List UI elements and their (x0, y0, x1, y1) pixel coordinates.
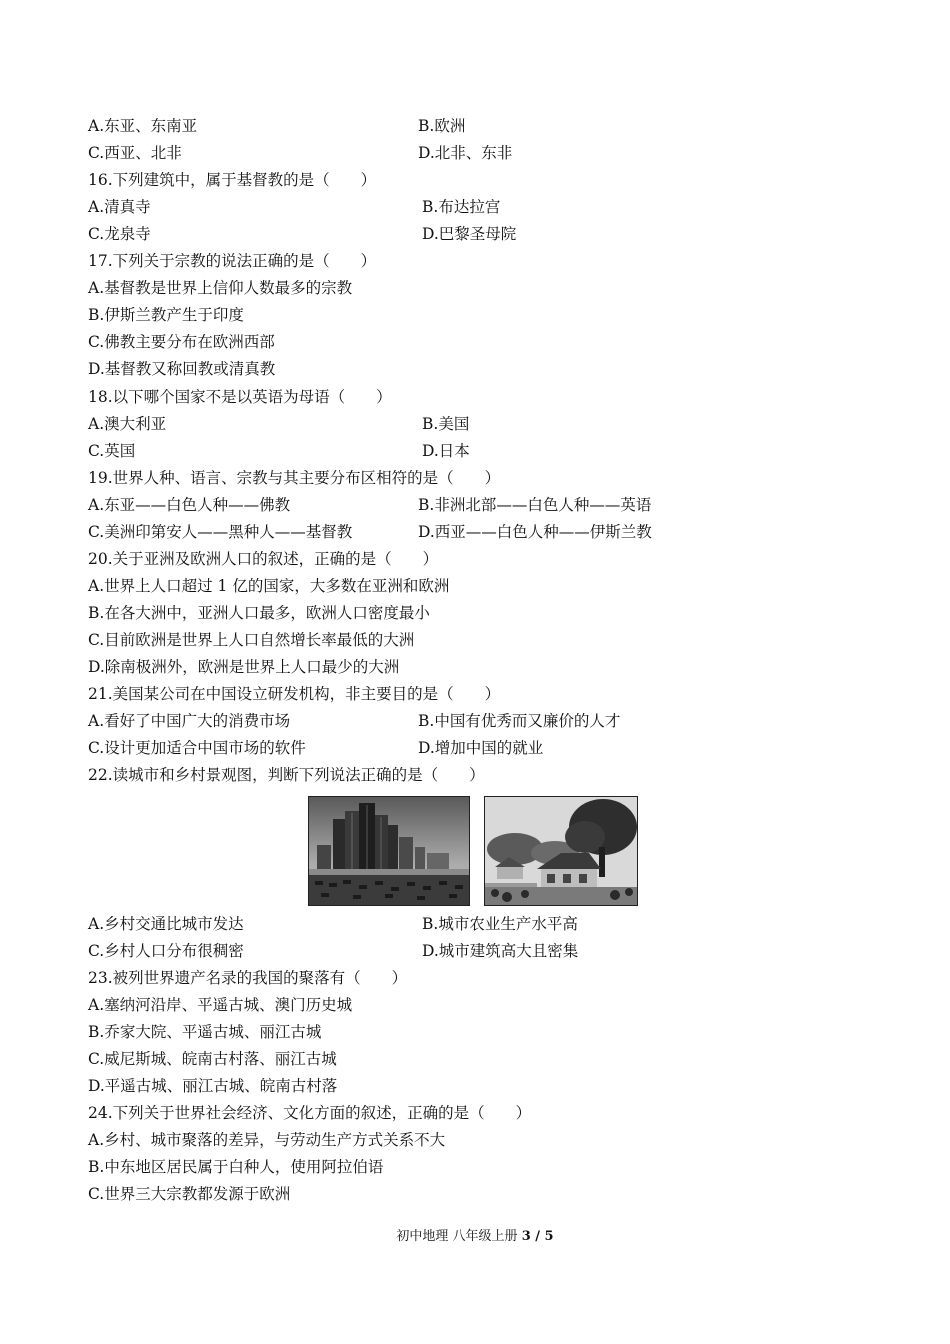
q17-option-a: A.基督教是世界上信仰人数最多的宗教 (88, 279, 353, 297)
q16-option-b: B.布达拉宫 (422, 198, 501, 216)
q15-option-c: C.西亚、北非 (88, 144, 182, 162)
q24-stem: 24.下列关于世界社会经济、文化方面的叙述，正确的是（ ） (88, 1104, 532, 1122)
village-landscape-image (484, 796, 638, 906)
q15-option-d: D.北非、东非 (418, 144, 513, 162)
q17-option-b: B.伊斯兰教产生于印度 (88, 306, 244, 324)
q19-option-d: D.西亚——白色人种——伊斯兰教 (418, 523, 652, 541)
page-footer (0, 1228, 950, 1246)
q20-option-c: C.目前欧洲是世界上人口自然增长率最低的大洲 (88, 631, 415, 649)
q18-stem: 18.以下哪个国家不是以英语为母语（ ） (88, 388, 392, 406)
q20-option-b: B.在各大洲中，亚洲人口最多，欧洲人口密度最小 (88, 604, 430, 622)
q21-stem: 21.美国某公司在中国设立研发机构，非主要目的是（ ） (88, 685, 501, 703)
q15-option-b: B.欧洲 (418, 117, 466, 135)
q16-option-d: D.巴黎圣母院 (422, 225, 517, 243)
q20-option-a: A.世界上人口超过 1 亿的国家，大多数在亚洲和欧洲 (88, 577, 450, 595)
q15-option-a: A.东亚、东南亚 (88, 117, 198, 135)
q19-option-b: B.非洲北部——白色人种——英语 (418, 496, 652, 514)
q22-stem: 22.读城市和乡村景观图，判断下列说法正确的是（ ） (88, 766, 485, 784)
q22-option-b: B.城市农业生产水平高 (422, 915, 578, 933)
q18-option-c: C.英国 (88, 442, 136, 460)
q21-option-a: A.看好了中国广大的消费市场 (88, 712, 291, 730)
q24-option-b: B.中东地区居民属于白种人，使用阿拉伯语 (88, 1158, 384, 1176)
q19-option-a: A.东亚——白色人种——佛教 (88, 496, 291, 514)
q23-option-b: B.乔家大院、平遥古城、丽江古城 (88, 1023, 322, 1041)
city-landscape-image (308, 796, 470, 906)
q19-option-c: C.美洲印第安人——黑种人——基督教 (88, 523, 353, 541)
q19-stem: 19.世界人种、语言、宗教与其主要分布区相符的是（ ） (88, 469, 501, 487)
q23-option-d: D.平遥古城、丽江古城、皖南古村落 (88, 1077, 338, 1095)
q22-option-d: D.城市建筑高大且密集 (422, 942, 579, 960)
q23-option-a: A.塞纳河沿岸、平遥古城、澳门历史城 (88, 996, 353, 1014)
q24-option-a: A.乡村、城市聚落的差异，与劳动生产方式关系不大 (88, 1131, 446, 1149)
q20-stem: 20.关于亚洲及欧洲人口的叙述，正确的是（ ） (88, 550, 439, 568)
q21-option-d: D.增加中国的就业 (418, 739, 544, 757)
q22-option-a: A.乡村交通比城市发达 (88, 915, 244, 933)
q21-option-c: C.设计更加适合中国市场的软件 (88, 739, 306, 757)
q16-option-a: A.清真寺 (88, 198, 151, 216)
q21-option-b: B.中国有优秀而又廉价的人才 (418, 712, 621, 730)
footer-label: 初中地理 八年级上册 (396, 1229, 522, 1244)
q16-stem: 16.下列建筑中，属于基督教的是（ ） (88, 171, 377, 189)
q20-option-d: D.除南极洲外，欧洲是世界上人口最少的大洲 (88, 658, 400, 676)
q18-option-b: B.美国 (422, 415, 470, 433)
q16-option-c: C.龙泉寺 (88, 225, 151, 243)
q18-option-d: D.日本 (422, 442, 470, 460)
q17-option-d: D.基督教又称回教或清真教 (88, 360, 276, 378)
q22-option-c: C.乡村人口分布很稠密 (88, 942, 244, 960)
q17-option-c: C.佛教主要分布在欧洲西部 (88, 333, 275, 351)
q17-stem: 17.下列关于宗教的说法正确的是（ ） (88, 252, 377, 270)
q24-option-c: C.世界三大宗教都发源于欧洲 (88, 1185, 291, 1203)
q23-stem: 23.被列世界遗产名录的我国的聚落有（ ） (88, 969, 408, 987)
q18-option-a: A.澳大利亚 (88, 415, 167, 433)
q23-option-c: C.威尼斯城、皖南古村落、丽江古城 (88, 1050, 337, 1068)
page-number: 3 / 5 (521, 1229, 554, 1244)
